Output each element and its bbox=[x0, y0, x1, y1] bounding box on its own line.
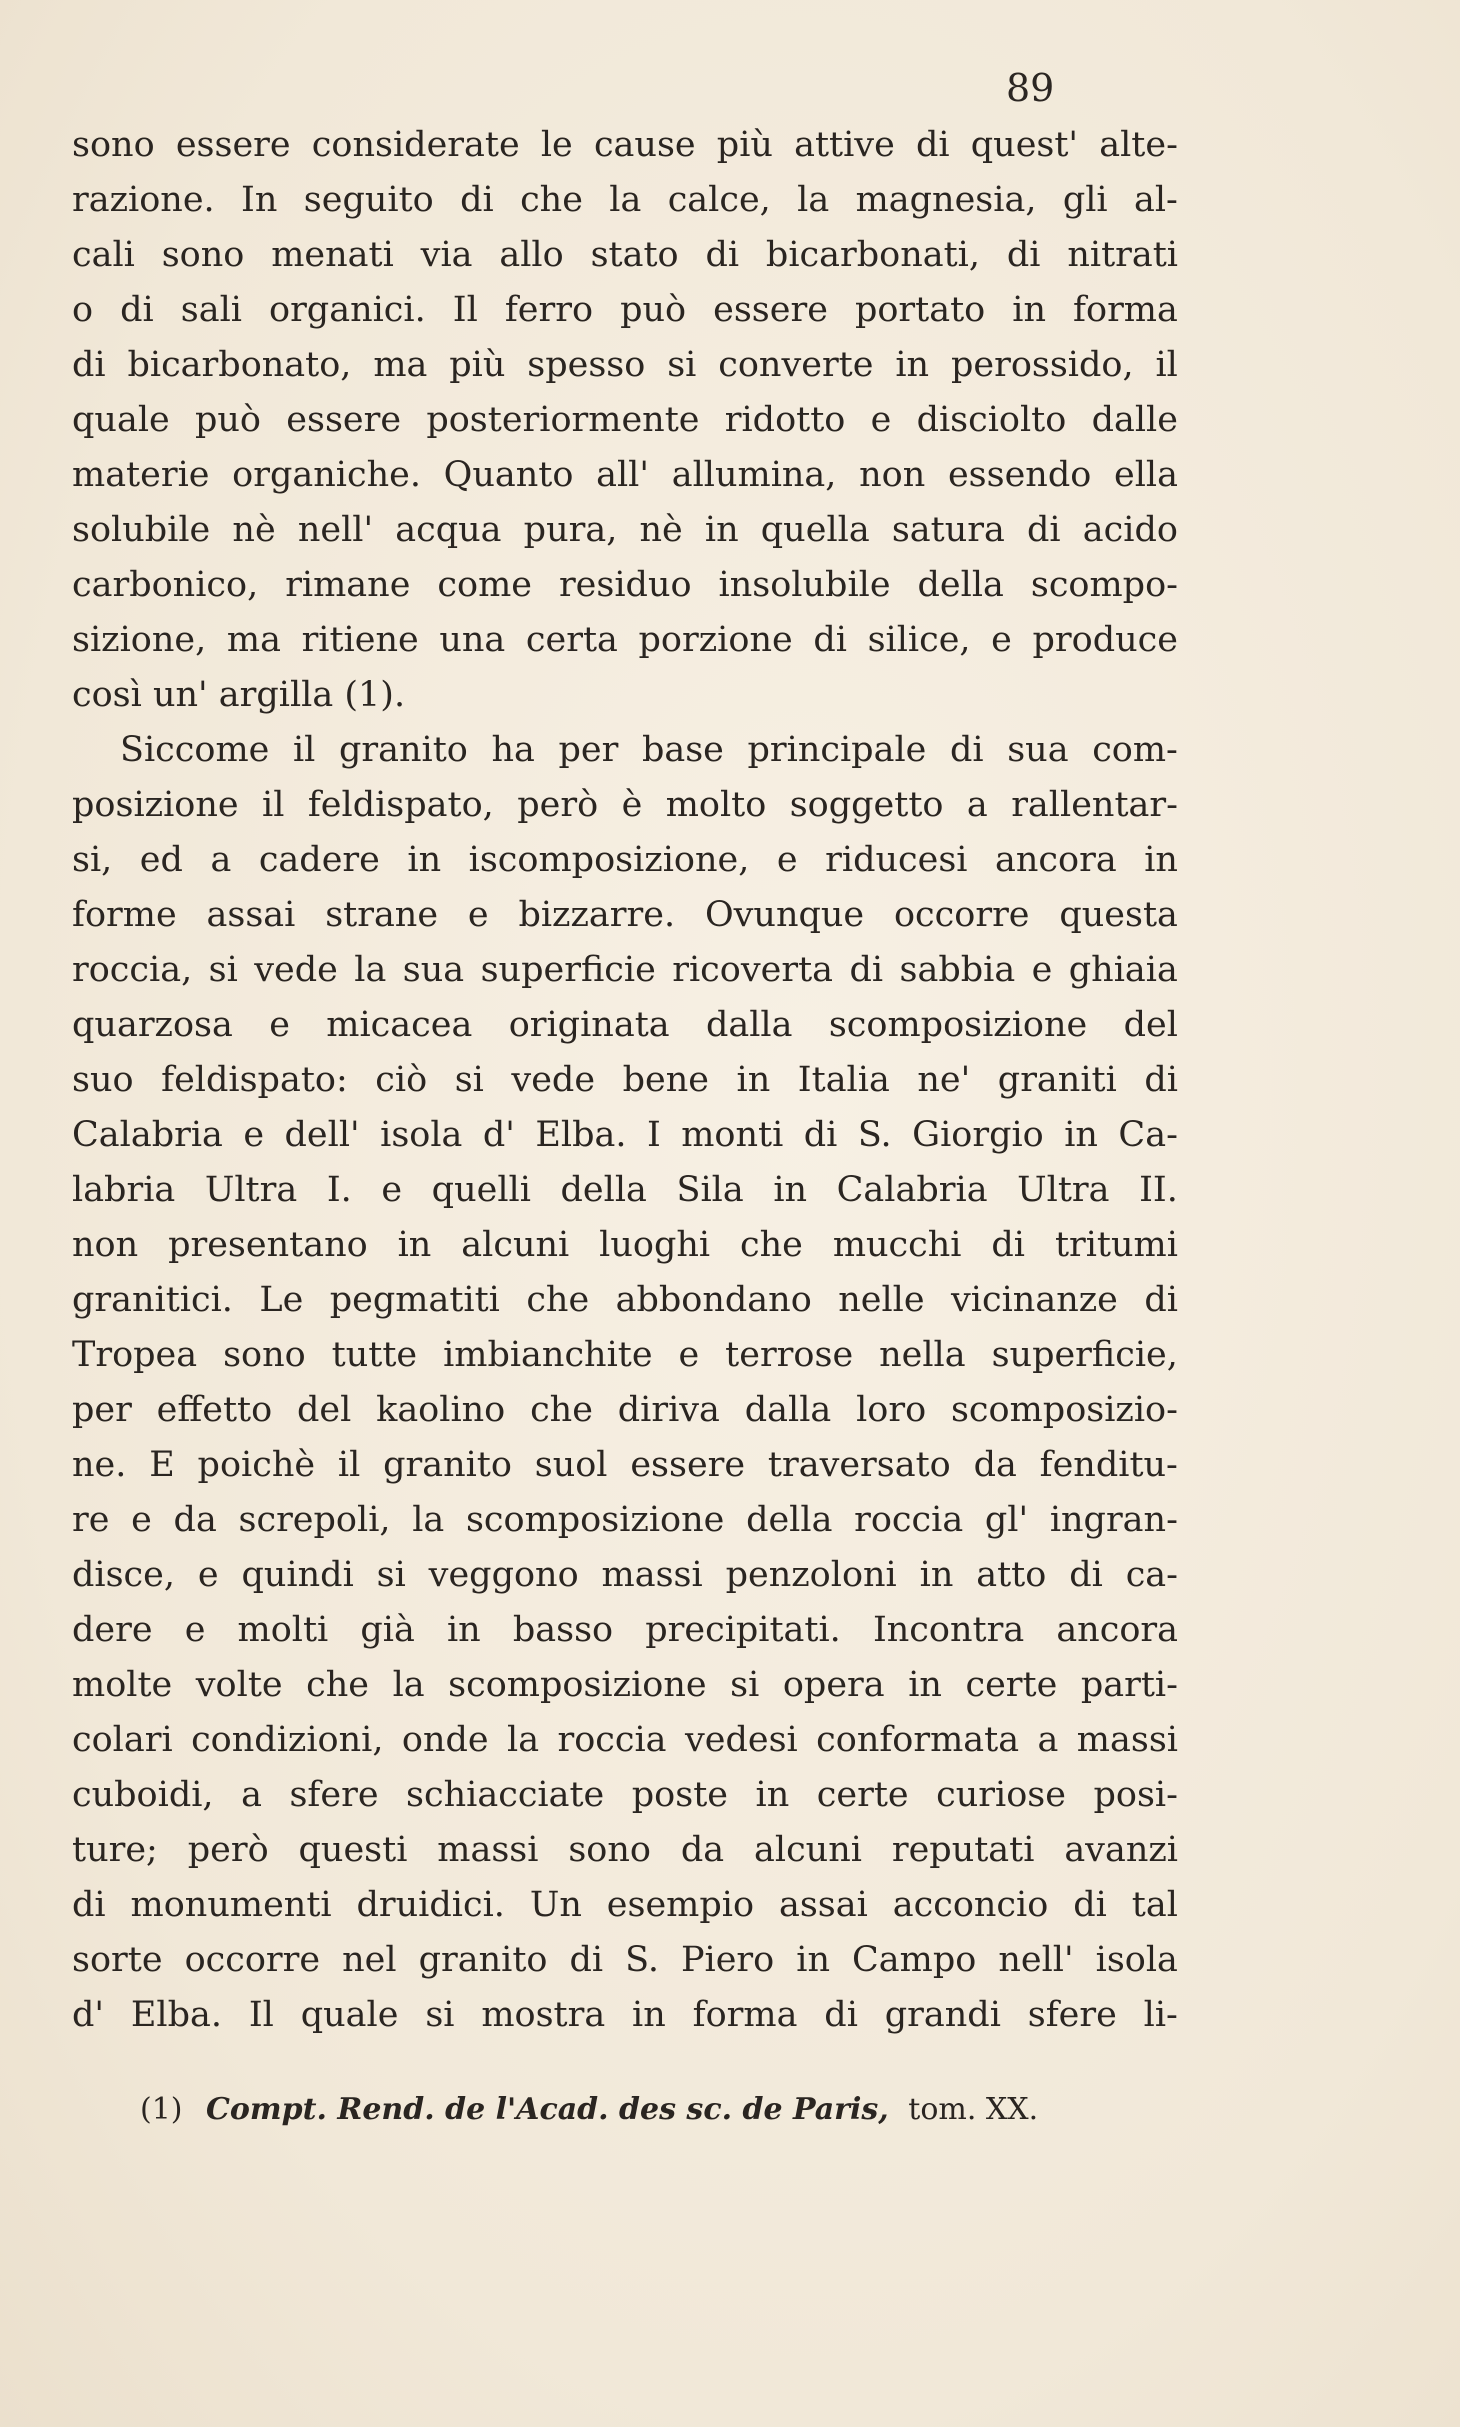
text-line: re e da screpoli, la scomposizione della roccia gl' ingran- bbox=[72, 1500, 1178, 1540]
text-line: sono essere considerate le cause più attive di quest' alte- bbox=[72, 125, 1178, 165]
text-line: d' Elba. Il quale si mostra in forma di grandi sfere li- bbox=[72, 1995, 1178, 2035]
text-line: di bicarbonato, ma più spesso si converte in perossido, il bbox=[72, 345, 1178, 385]
text-line: quarzosa e micacea originata dalla scomposizione del bbox=[72, 1005, 1178, 1045]
text-line: per effetto del kaolino che diriva dalla loro scomposizio- bbox=[72, 1390, 1178, 1430]
text-line: non presentano in alcuni luoghi che mucchi di tritumi bbox=[72, 1225, 1178, 1265]
text-line: ture; però questi massi sono da alcuni reputati avanzi bbox=[72, 1830, 1178, 1870]
text-line: razione. In seguito di che la calce, la magnesia, gli al- bbox=[72, 180, 1178, 220]
footnote-marker: (1) bbox=[140, 2092, 183, 2127]
text-line: labria Ultra I. e quelli della Sila in Calabria Ultra II. bbox=[72, 1170, 1178, 1210]
text-line: cali sono menati via allo stato di bicarbonati, di nitrati bbox=[72, 235, 1178, 275]
text-line: quale può essere posteriormente ridotto e disciolto dalle bbox=[72, 400, 1178, 440]
text-line: sizione, ma ritiene una certa porzione di silice, e produce bbox=[72, 620, 1178, 660]
text-line: forme assai strane e bizzarre. Ovunque occorre questa bbox=[72, 895, 1178, 935]
page-number: 89 bbox=[1006, 66, 1055, 110]
text-line: si, ed a cadere in iscomposizione, e riducesi ancora in bbox=[72, 840, 1178, 880]
text-line: cuboidi, a sfere schiacciate poste in certe curiose posi- bbox=[72, 1775, 1178, 1815]
text-line: così un' argilla (1). bbox=[72, 675, 406, 715]
text-line: o di sali organici. Il ferro può essere portato in forma bbox=[72, 290, 1178, 330]
text-line: ne. E poichè il granito suol essere traversato da fenditu- bbox=[72, 1445, 1178, 1485]
text-line: suo feldispato: ciò si vede bene in Italia ne' graniti di bbox=[72, 1060, 1178, 1100]
text-line: disce, e quindi si veggono massi penzoloni in atto di ca- bbox=[72, 1555, 1178, 1595]
text-line: dere e molti già in basso precipitati. Incontra ancora bbox=[72, 1610, 1178, 1650]
text-line: posizione il feldispato, però è molto soggetto a rallentar- bbox=[72, 785, 1178, 825]
text-line: Tropea sono tutte imbianchite e terrose nella superficie, bbox=[72, 1335, 1178, 1375]
footnote bbox=[140, 2092, 1180, 2127]
text-line: molte volte che la scomposizione si opera in certe parti- bbox=[72, 1665, 1178, 1705]
text-line: carbonico, rimane come residuo insolubile della scompo- bbox=[72, 565, 1178, 605]
text-line: granitici. Le pegmatiti che abbondano nelle vicinanze di bbox=[72, 1280, 1178, 1320]
footnote-reference: Compt. Rend. de l'Acad. des sc. de Paris, bbox=[206, 2092, 889, 2127]
text-line: colari condizioni, onde la roccia vedesi conformata a massi bbox=[72, 1720, 1178, 1760]
text-line: di monumenti druidici. Un esempio assai acconcio di tal bbox=[72, 1885, 1178, 1925]
body-text bbox=[72, 118, 1178, 2043]
text-line: Calabria e dell' isola d' Elba. I monti di S. Giorgio in Ca- bbox=[72, 1115, 1178, 1155]
text-line: sorte occorre nel granito di S. Piero in Campo nell' isola bbox=[72, 1940, 1178, 1980]
text-line: roccia, si vede la sua superficie ricoverta di sabbia e ghiaia bbox=[72, 950, 1178, 990]
text-line: Siccome il granito ha per base principale di sua com- bbox=[120, 730, 1178, 770]
text-line: solubile nè nell' acqua pura, nè in quella satura di acido bbox=[72, 510, 1178, 550]
text-line: materie organiche. Quanto all' allumina, non essendo ella bbox=[72, 455, 1178, 495]
footnote-volume: tom. XX. bbox=[908, 2092, 1039, 2127]
